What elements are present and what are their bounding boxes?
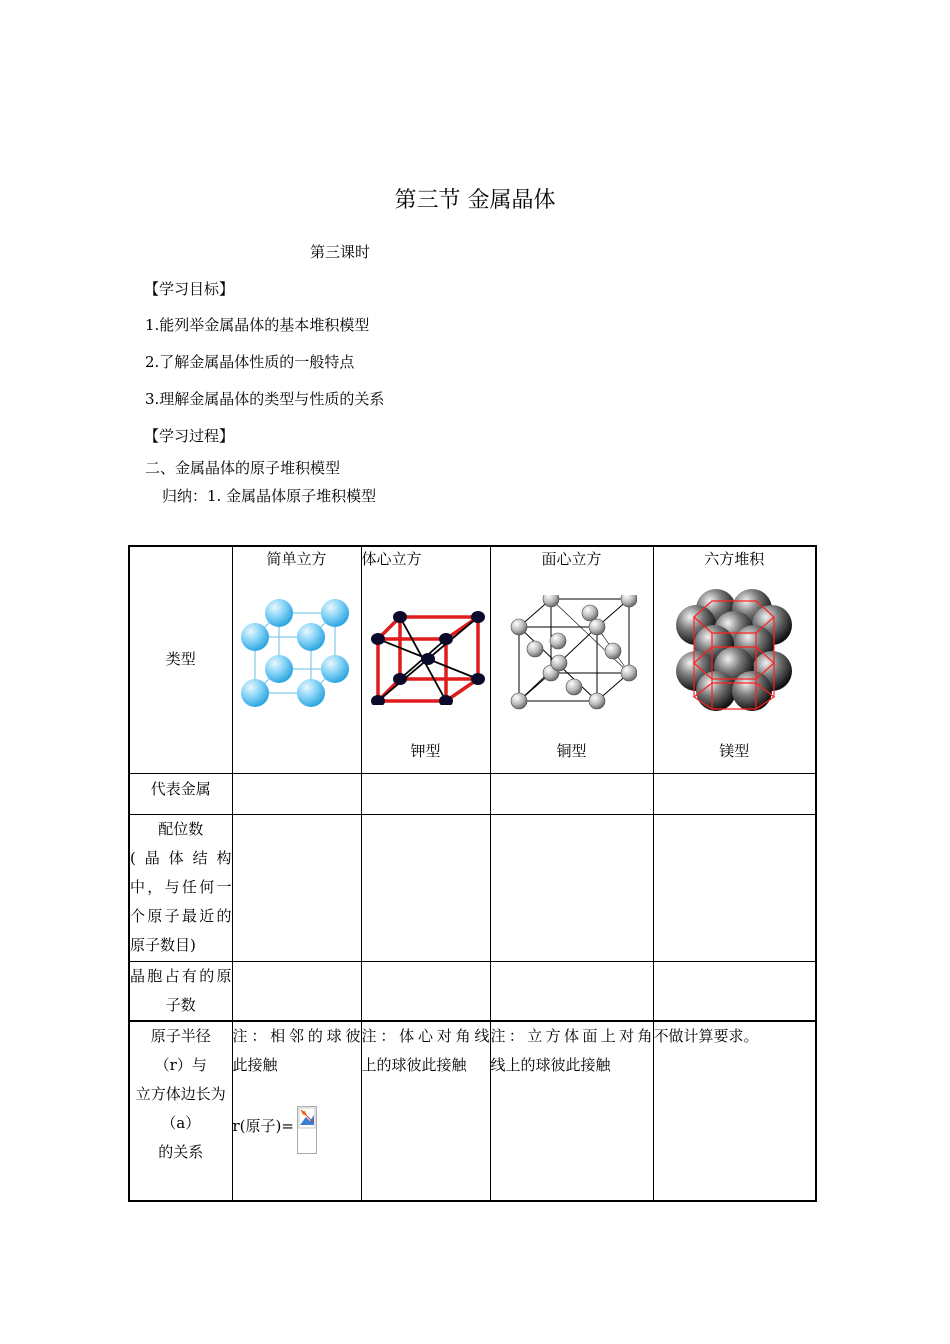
table-row-atoms xyxy=(129,961,816,1021)
cell-empty xyxy=(232,814,361,961)
cell-empty xyxy=(361,814,490,961)
cell-fcc xyxy=(490,546,653,773)
formula-image-placeholder xyxy=(297,1106,317,1154)
row-label-coordination: 配位数 (晶体结构 中，与任何一 个原子最近的 原子数目) xyxy=(129,814,232,961)
column-name: 六方堆积 xyxy=(704,550,765,568)
objective-3: 3.理解金属晶体的类型与性质的关系 xyxy=(145,390,385,408)
cell-empty xyxy=(490,961,653,1021)
column-name: 面心立方 xyxy=(541,550,602,568)
bcc-model-image xyxy=(362,605,490,715)
objective-1: 1.能列举金属晶体的基本堆积模型 xyxy=(145,316,370,334)
simple-cubic-model-image xyxy=(233,595,361,717)
model-caption: 铜型 xyxy=(556,741,587,760)
fcc-model-image xyxy=(491,595,653,723)
model-caption: 镁型 xyxy=(719,741,750,760)
table-row-type xyxy=(129,546,816,773)
note-simple-cubic: 注：相邻的球彼 此接触 r(原子)= xyxy=(232,1021,361,1201)
lesson-subtitle: 第三课时 xyxy=(310,243,371,261)
cell-hcp xyxy=(653,546,816,773)
note-hcp: 不做计算要求。 xyxy=(653,1021,816,1201)
cell-empty xyxy=(490,814,653,961)
objective-2: 2.了解金属晶体性质的一般特点 xyxy=(145,353,355,371)
table-row-radius xyxy=(129,1021,816,1201)
cell-empty xyxy=(490,773,653,814)
cell-empty xyxy=(361,773,490,814)
summary-line: 归纳：1. 金属晶体原子堆积模型 xyxy=(162,487,377,505)
section-heading: 二、金属晶体的原子堆积模型 xyxy=(145,459,341,477)
row-label-metal: 代表金属 xyxy=(129,773,232,814)
table-row-coordination xyxy=(129,814,816,961)
cell-empty xyxy=(232,961,361,1021)
table-row-metal xyxy=(129,773,816,814)
model-caption: 钾型 xyxy=(410,741,441,760)
row-label-radius: 原子半径 （r）与 立方体边长为 （a） 的关系 xyxy=(129,1021,232,1201)
objectives-header: 【学习目标】 xyxy=(144,280,235,298)
column-name: 简单立方 xyxy=(266,550,327,568)
cell-empty xyxy=(361,961,490,1021)
cell-empty xyxy=(232,773,361,814)
hcp-model-image xyxy=(654,587,816,727)
cell-empty xyxy=(653,961,816,1021)
crystal-model-table xyxy=(128,545,817,1202)
note-bcc: 注：体心对角线 上的球彼此接触 xyxy=(361,1021,490,1201)
cell-simple-cubic xyxy=(232,546,361,773)
cell-bcc xyxy=(361,546,490,773)
process-header: 【学习过程】 xyxy=(144,427,235,445)
cell-empty xyxy=(653,773,816,814)
column-name: 体心立方 xyxy=(361,550,422,568)
note-fcc: 注：立方体面上对角 线上的球彼此接触 xyxy=(490,1021,653,1201)
row-label-atoms: 晶胞占有的原 子数 xyxy=(129,961,232,1021)
cell-empty xyxy=(653,814,816,961)
page-title: 第三节 金属晶体 xyxy=(394,188,556,213)
row-label-type: 类型 xyxy=(129,546,232,773)
radius-formula: r(原子)= xyxy=(232,1117,294,1135)
